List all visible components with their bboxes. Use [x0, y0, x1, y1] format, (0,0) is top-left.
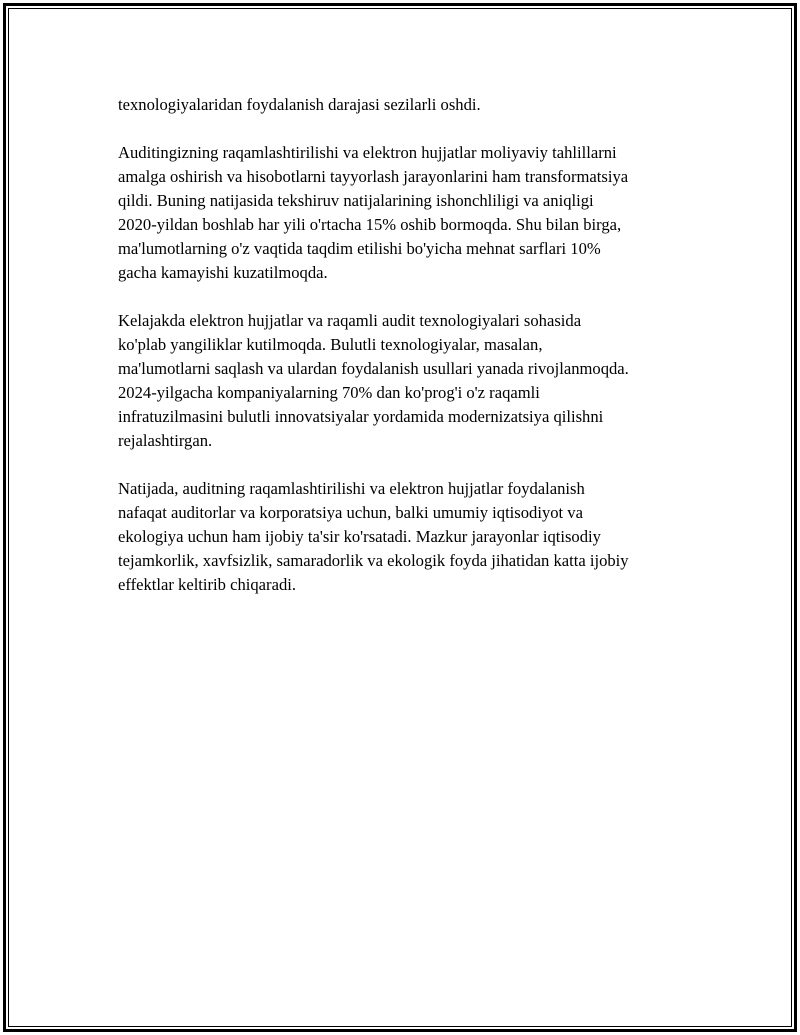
- document-body: [118, 93, 698, 621]
- paragraph-3: Kelajakda elektron hujjatlar va raqamli audit texnologiyalari sohasida ko'plab yangiliklar kutilmoqda. Bulutli texnologiyalar, masalan, ma'lumotlarni saqlash va ulardan foydalanish usullari yanada rivojlanmoqda. 2024-yilgacha kompaniyalarning 70% dan ko'prog'i o'z raqamli infratuzilmasini bulutli innovatsiyalar yordamida modernizatsiya qilishni rejalashtirgan.: [118, 311, 629, 450]
- paragraph-1: texnologiyalaridan foydalanish darajasi sezilarli oshdi.: [118, 95, 481, 114]
- paragraph-4: Natijada, auditning raqamlashtirilishi va elektron hujjatlar foydalanish nafaqat auditorlar va korporatsiya uchun, balki umumiy iqtisodiyot va ekologiya uchun ham ijobiy ta'sir ko'rsatadi. Mazkur jarayonlar iqtisodiy tejamkorlik, xavfsizlik, samaradorlik va ekologik foyda jihatidan katta ijobiy effektlar keltirib chiqaradi.: [118, 479, 629, 594]
- paragraph-2: Auditingizning raqamlashtirilishi va elektron hujjatlar moliyaviy tahlillarni amalga oshirish va hisobotlarni tayyorlash jarayonlarini ham transformatsiya qildi. Buning natijasida tekshiruv natijalarining ishonchliligi va aniqligi 2020-yildan boshlab har yili o'rtacha 15% oshib bormoqda. Shu bilan birga, ma'lumotlarning o'z vaqtida taqdim etilishi bo'yicha mehnat sarflari 10% gacha kamayishi kuzatilmoqda.: [118, 143, 629, 282]
